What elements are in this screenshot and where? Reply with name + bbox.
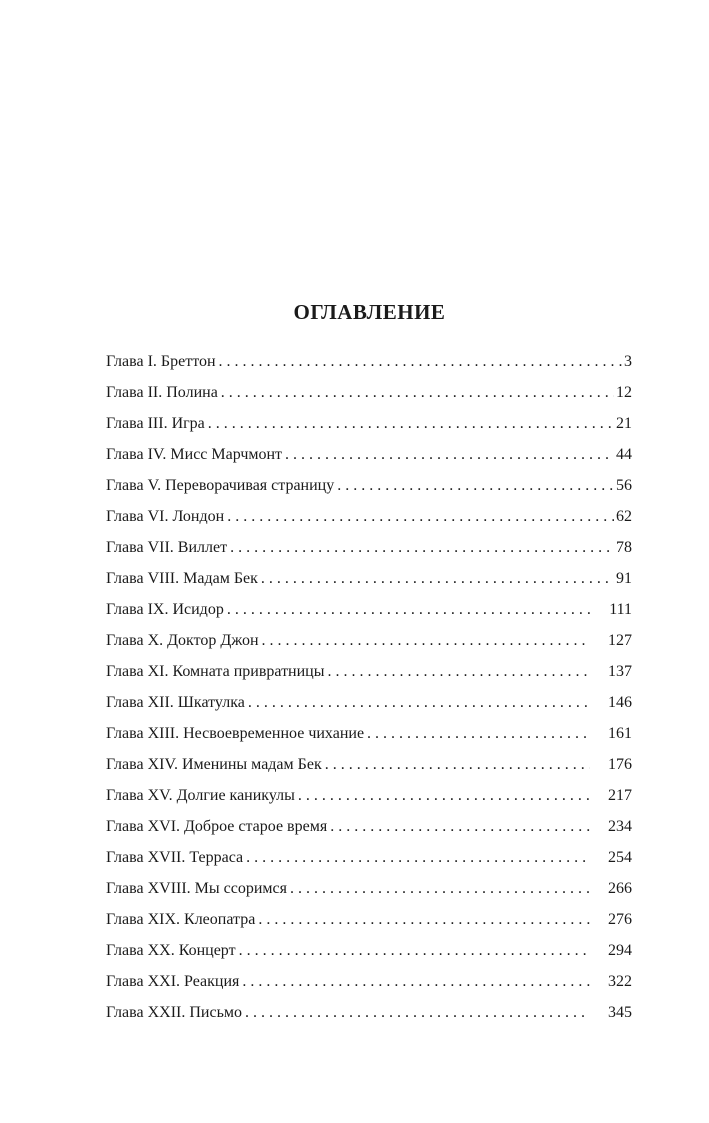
dot-leader: [290, 873, 590, 904]
toc-entry[interactable]: [106, 718, 632, 749]
toc-entry-page: 276: [608, 911, 632, 928]
toc-entry[interactable]: [106, 997, 632, 1028]
toc-entry-title: Глава VI. Лондон: [106, 508, 225, 525]
toc-entry-page: 161: [608, 725, 632, 742]
dot-leader: [221, 377, 614, 408]
toc-title: ОГЛАВЛЕНИЕ: [293, 300, 446, 324]
dot-leader: [208, 408, 614, 439]
toc-entry[interactable]: [106, 501, 632, 532]
toc-entry-title: Глава XIV. Именины мадам Бек: [106, 756, 322, 773]
toc-entry-title: Глава XIII. Несвоевременное чихание: [106, 725, 365, 742]
toc-entry-page: 137: [608, 663, 632, 680]
toc-entry-page: 111: [609, 601, 632, 618]
dot-leader: [337, 470, 614, 501]
toc-entry-page: 266: [608, 880, 632, 897]
toc-entry-title: Глава XX. Концерт: [106, 942, 236, 959]
toc-entry[interactable]: [106, 470, 632, 501]
toc-entry-title: Глава IX. Исидор: [106, 601, 224, 618]
toc-entry-page: 78: [616, 539, 632, 556]
toc-entry-page: 254: [608, 849, 632, 866]
toc-entry-page: 345: [608, 1004, 632, 1021]
toc-entry[interactable]: [106, 811, 632, 842]
toc-entry-title: Глава XVIII. Мы ссоримся: [106, 880, 287, 897]
dot-leader: [367, 718, 590, 749]
toc-entry-page: 176: [608, 756, 632, 773]
toc-list: [106, 346, 632, 1028]
toc-entry-title: Глава V. Переворачивая страницу: [106, 477, 335, 494]
toc-entry[interactable]: [106, 749, 632, 780]
toc-entry[interactable]: [106, 439, 632, 470]
toc-entry-title: Глава I. Бреттон: [106, 353, 216, 370]
toc-entry[interactable]: [106, 780, 632, 811]
toc-entry-page: 234: [608, 818, 632, 835]
toc-entry-page: 322: [608, 973, 632, 990]
dot-leader: [219, 346, 622, 377]
toc-entry-title: Глава XV. Долгие каникулы: [106, 787, 295, 804]
toc-entry[interactable]: [106, 687, 632, 718]
toc-entry-page: 3: [624, 353, 632, 370]
toc-entry[interactable]: [106, 625, 632, 656]
dot-leader: [262, 625, 590, 656]
toc-entry[interactable]: [106, 842, 632, 873]
dot-leader: [239, 935, 590, 966]
toc-entry-page: 91: [616, 570, 632, 587]
dot-leader: [246, 842, 590, 873]
toc-entry-title: Глава XXI. Реакция: [106, 973, 240, 990]
toc-entry-title: Глава IV. Мисс Марчмонт: [106, 446, 283, 463]
toc-entry-title: Глава XVII. Терраса: [106, 849, 244, 866]
toc-entry[interactable]: [106, 966, 632, 997]
toc-entry-page: 56: [616, 477, 632, 494]
dot-leader: [227, 501, 614, 532]
toc-entry-title: Глава X. Доктор Джон: [106, 632, 259, 649]
toc-entry[interactable]: [106, 594, 632, 625]
toc-entry-page: 217: [608, 787, 632, 804]
dot-leader: [245, 997, 590, 1028]
toc-entry-title: Глава XXII. Письмо: [106, 1004, 242, 1021]
dot-leader: [298, 780, 590, 811]
toc-entry[interactable]: [106, 935, 632, 966]
toc-entry-title: Глава VII. Виллет: [106, 539, 228, 556]
dot-leader: [285, 439, 614, 470]
toc-entry-page: 12: [616, 384, 632, 401]
toc-entry[interactable]: [106, 532, 632, 563]
toc-entry[interactable]: [106, 346, 632, 377]
toc-entry[interactable]: [106, 873, 632, 904]
toc-entry-title: Глава III. Игра: [106, 415, 205, 432]
toc-entry[interactable]: [106, 408, 632, 439]
dot-leader: [248, 687, 590, 718]
toc-entry-title: Глава XVI. Доброе старое время: [106, 818, 328, 835]
dot-leader: [328, 656, 591, 687]
toc-entry[interactable]: [106, 377, 632, 408]
dot-leader: [325, 749, 590, 780]
toc-entry-page: 146: [608, 694, 632, 711]
toc-entry-page: 21: [616, 415, 632, 432]
toc-entry-title: Глава VIII. Мадам Бек: [106, 570, 258, 587]
toc-entry-page: 62: [616, 508, 632, 525]
dot-leader: [242, 966, 590, 997]
dot-leader: [230, 532, 614, 563]
toc-entry[interactable]: [106, 904, 632, 935]
toc-entry-title: Глава XII. Шкатулка: [106, 694, 245, 711]
dot-leader: [330, 811, 590, 842]
toc-entry-title: Глава II. Полина: [106, 384, 218, 401]
toc-entry[interactable]: [106, 656, 632, 687]
toc-entry-page: 294: [608, 942, 632, 959]
toc-entry[interactable]: [106, 563, 632, 594]
dot-leader: [227, 594, 590, 625]
toc-entry-page: 127: [608, 632, 632, 649]
toc-entry-title: Глава XI. Комната привратницы: [106, 663, 325, 680]
toc-entry-title: Глава XIX. Клеопатра: [106, 911, 256, 928]
dot-leader: [261, 563, 614, 594]
toc-entry-page: 44: [616, 446, 632, 463]
dot-leader: [258, 904, 590, 935]
